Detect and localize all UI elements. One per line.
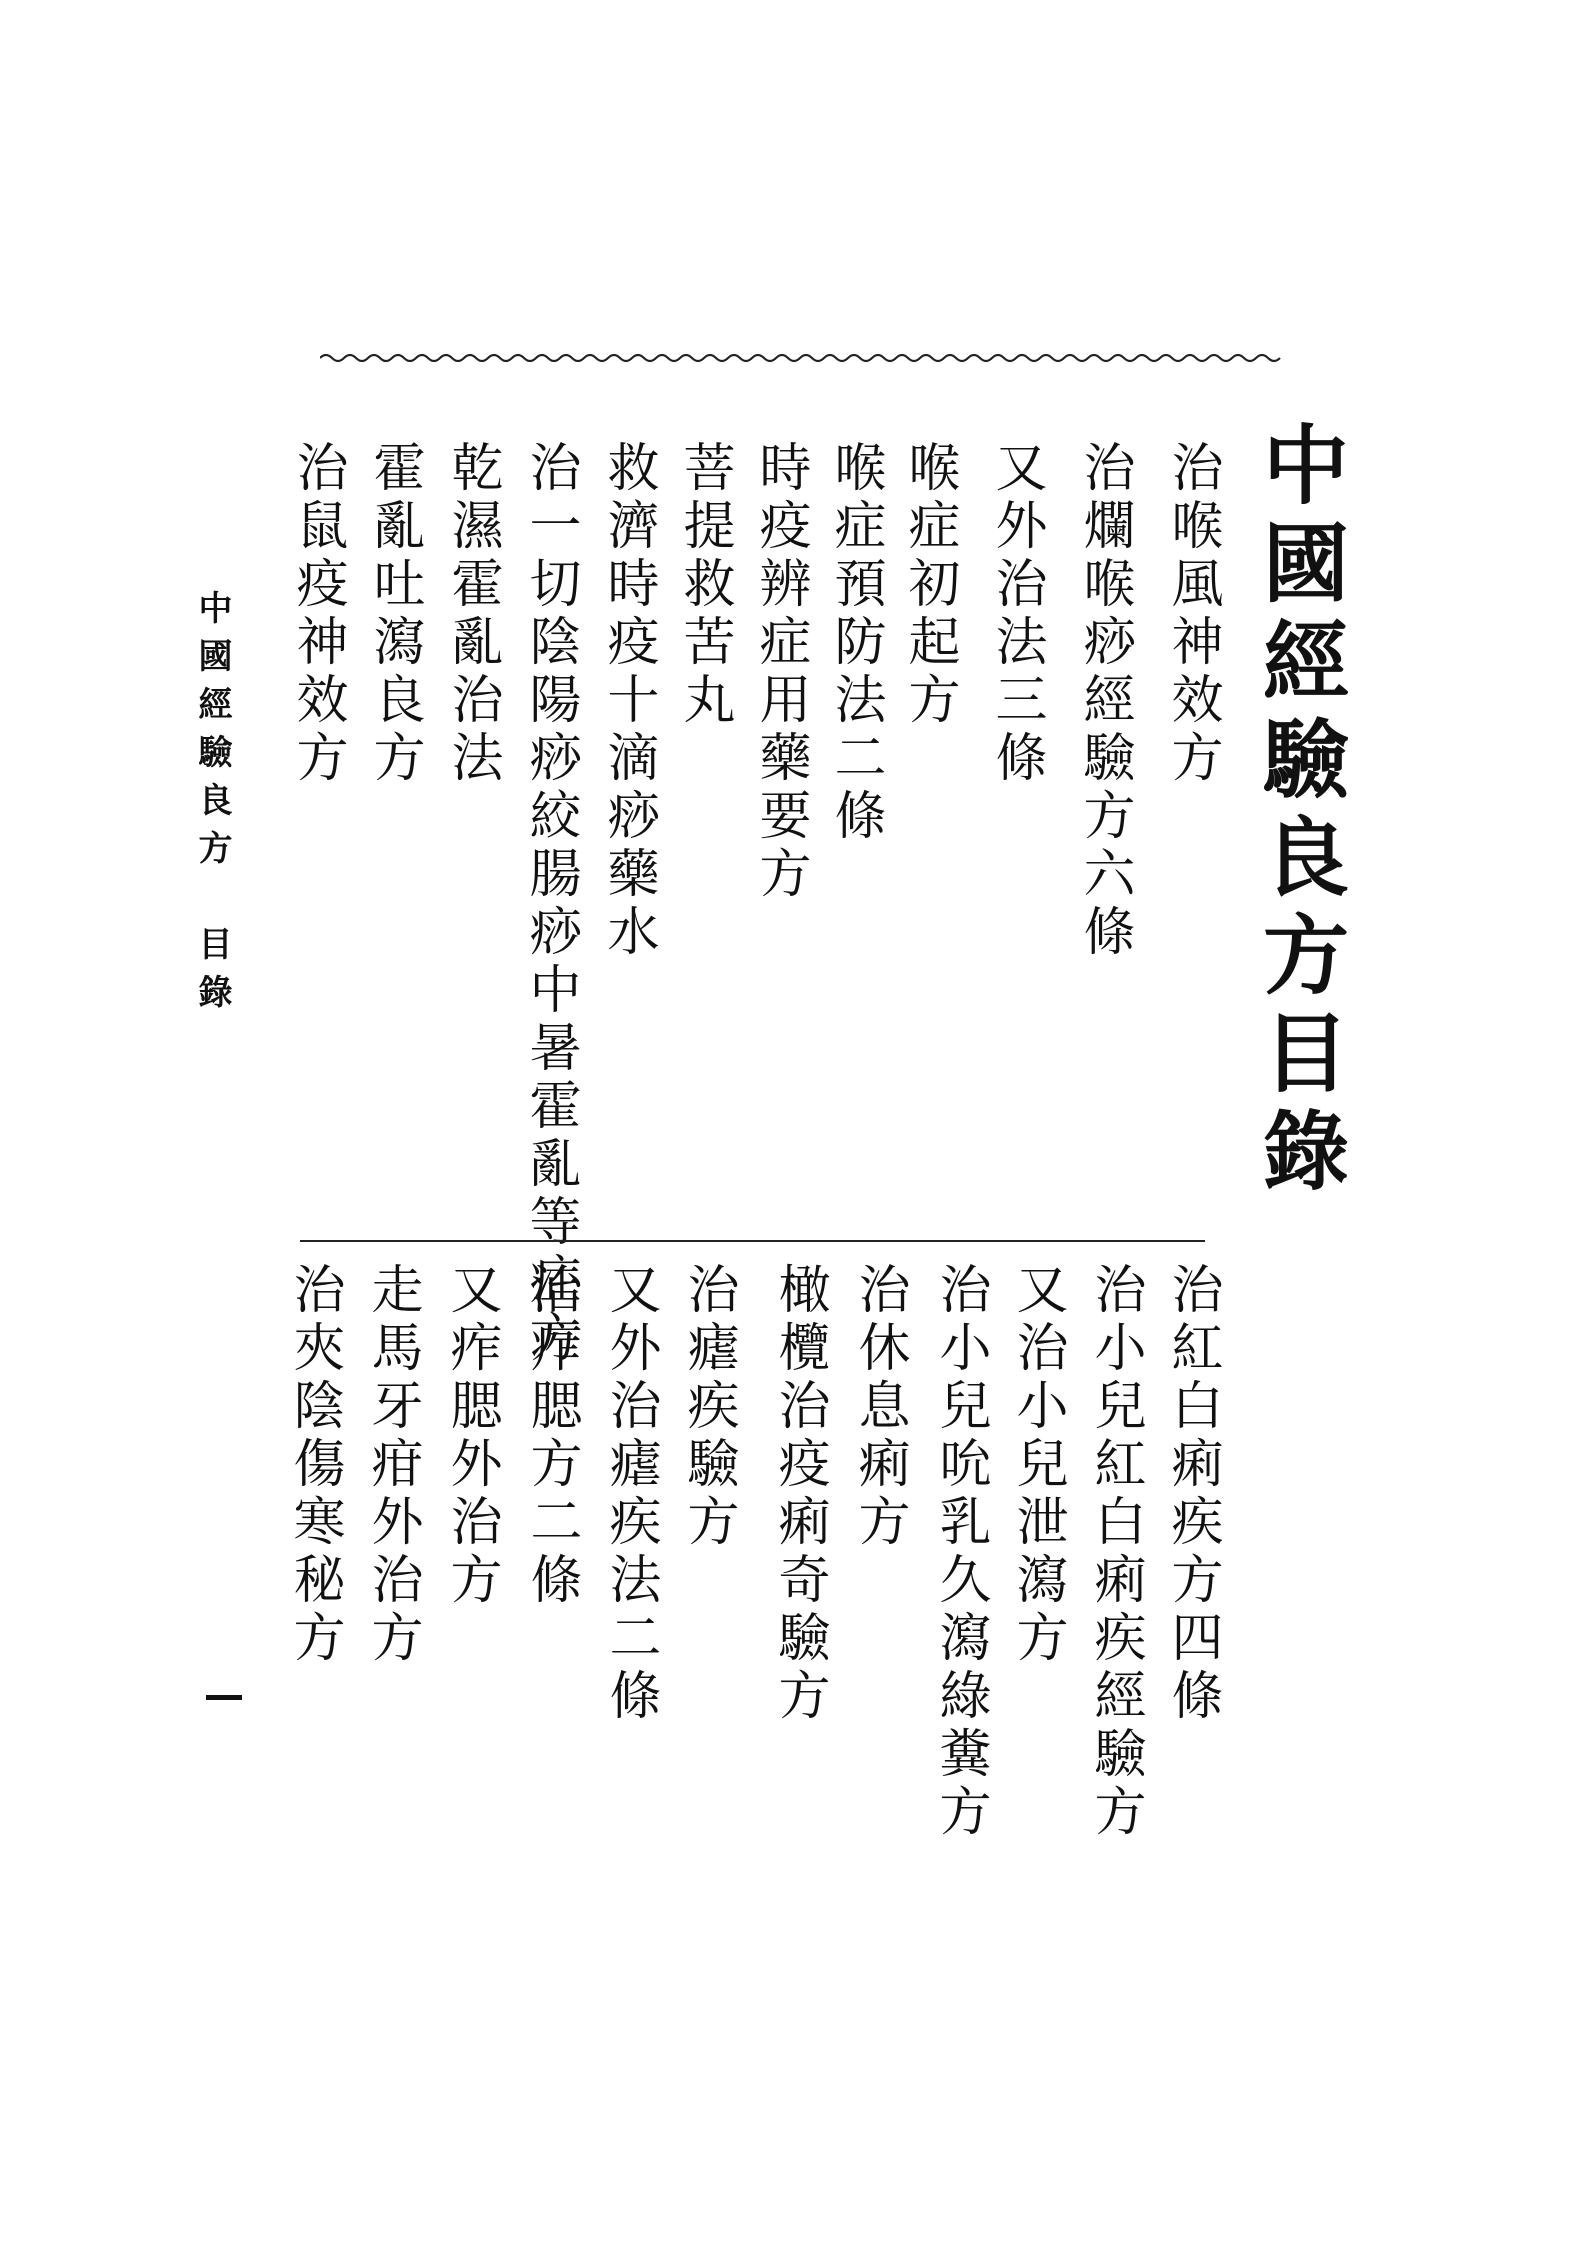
- wavy-top-rule: [320, 350, 1288, 366]
- toc-entry: 又外治瘧疾法二條: [600, 1262, 660, 1726]
- toc-entry: 又外治法三條: [986, 440, 1046, 788]
- toc-entry: 霍亂吐瀉良方: [364, 440, 424, 788]
- section-divider: [300, 1240, 1205, 1242]
- toc-entry: 又痄腮外治方: [441, 1262, 501, 1610]
- toc-entry: 喉症預防法二條: [825, 440, 885, 846]
- toc-entry: 喉症初起方: [899, 440, 959, 730]
- toc-entry: 治紅白痢疾方四條: [1162, 1262, 1222, 1726]
- toc-entry: 治痄腮方二條: [521, 1262, 581, 1610]
- toc-entry: 治鼠疫神效方: [287, 440, 347, 788]
- toc-entry: 乾濕霍亂治法: [442, 440, 502, 788]
- toc-entry: 治一切陰陽痧絞腸痧中暑霍亂等症方: [520, 440, 580, 1368]
- running-head: 中國經驗良方 目錄: [192, 590, 232, 1022]
- toc-entry: 橄欖治疫痢奇驗方: [769, 1262, 829, 1726]
- toc-entry: 走馬牙疳外治方: [362, 1262, 422, 1668]
- page-title: 中國經驗良方目錄: [1248, 420, 1349, 1204]
- toc-entry: 治小兒吮乳久瀉綠糞方: [930, 1262, 990, 1842]
- toc-entry: 治夾陰傷寒秘方: [284, 1262, 344, 1668]
- page-number-text: [206, 1700, 207, 1701]
- toc-entry: 治瘧疾驗方: [678, 1262, 738, 1552]
- toc-entry: 菩提救苦丸: [674, 440, 734, 730]
- toc-entry: 又治小兒泄瀉方: [1007, 1262, 1067, 1668]
- toc-entry: 時疫辨症用藥要方: [750, 440, 810, 904]
- toc-entry: 救濟時疫十滴痧藥水: [598, 440, 658, 962]
- toc-entry: 治喉風神效方: [1162, 440, 1222, 788]
- toc-entry: 治爛喉痧經驗方六條: [1074, 440, 1134, 962]
- toc-entry: 治小兒紅白痢疾經驗方: [1085, 1262, 1145, 1842]
- page-number: [206, 1695, 242, 1700]
- toc-entry: 治休息痢方: [849, 1262, 909, 1552]
